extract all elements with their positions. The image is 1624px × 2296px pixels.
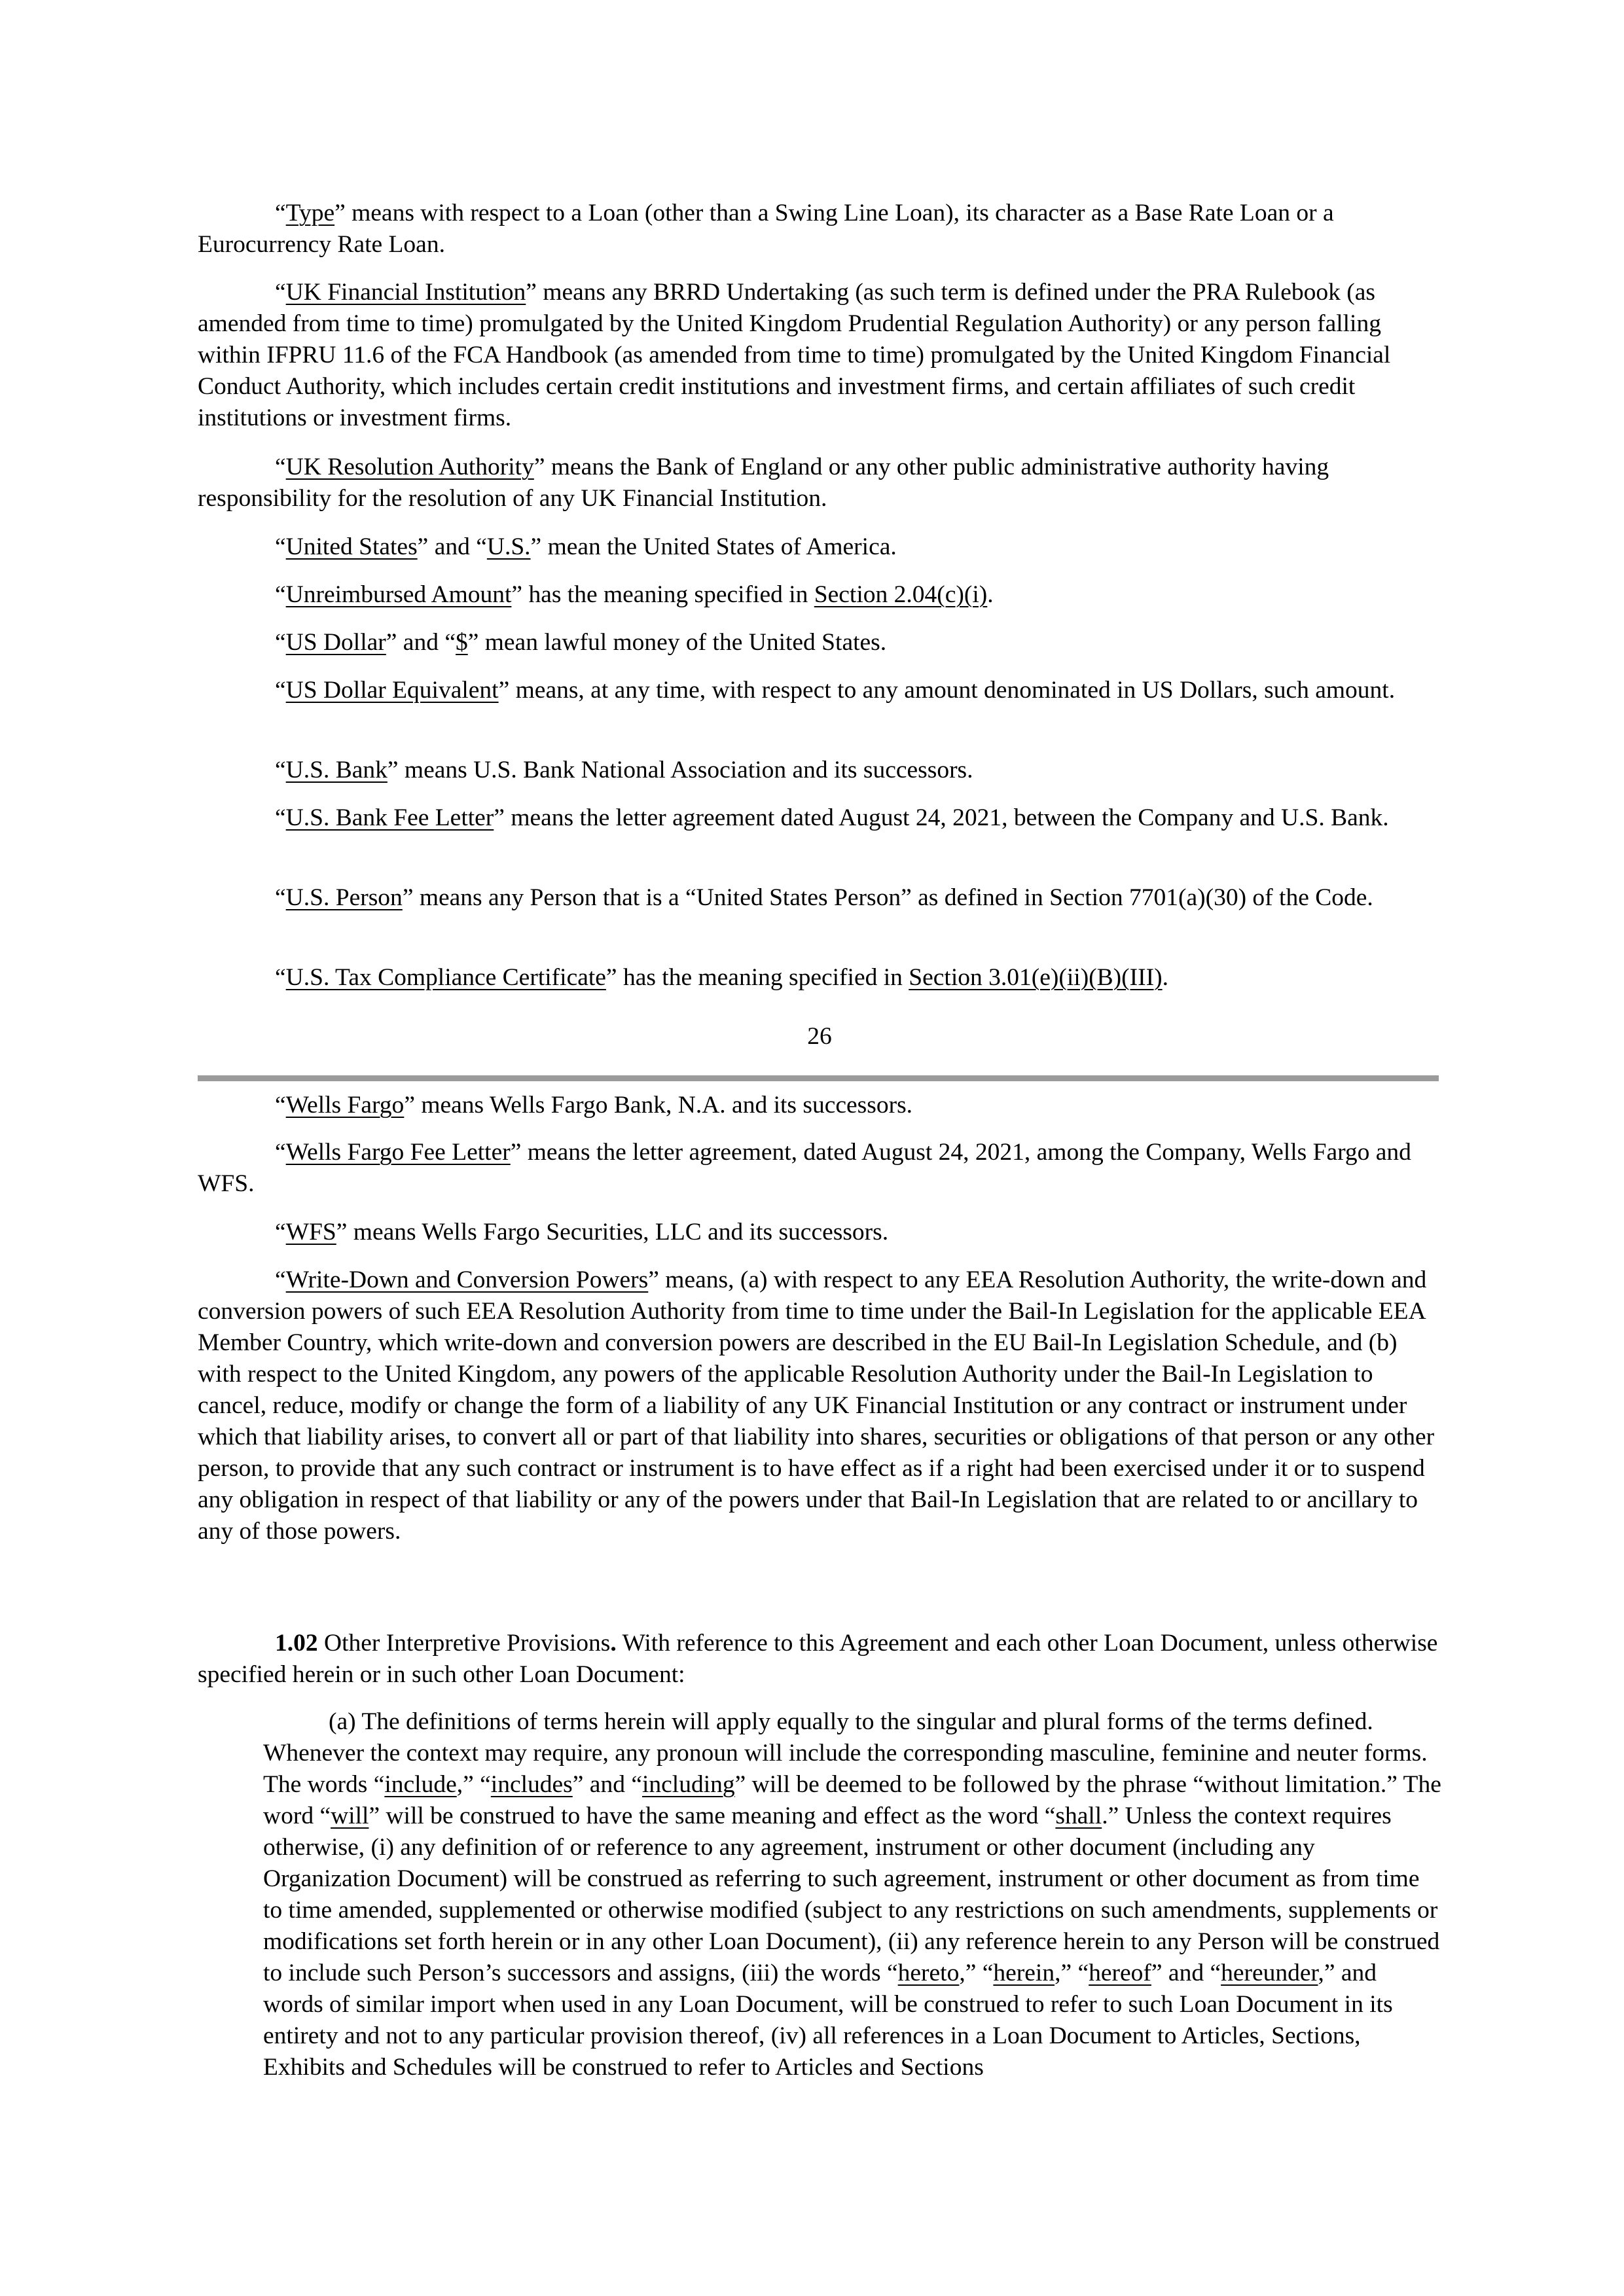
definition-unreimbursed-amount: “Unreimbursed Amount” has the meaning specified in Section 2.04(c)(i). [275,581,994,608]
defined-term: U.S. [486,533,531,560]
defined-term: WFS [285,1219,336,1246]
section-reference: Section 2.04(c)(i) [814,581,988,608]
definition-wells-fargo: “Wells Fargo” means Wells Fargo Bank, N.A. and its successors. [275,1092,913,1119]
definition-type: “Type” means with respect to a Loan (other than a Swing Line Loan), its character as a Base Rate Loan or a Eurocurrency Rate Loan. [198,200,1334,258]
defined-term: Type [285,200,335,226]
definition-wfs: “WFS” means Wells Fargo Securities, LLC and its successors. [275,1219,889,1246]
definition-united-states: “United States” and “U.S.” mean the United States of America. [275,533,897,560]
definition-us-tax-compliance-certificate: “U.S. Tax Compliance Certificate” has the meaning specified in Section 3.01(e)(ii)(B)(III). [275,964,1168,991]
defined-term: United States [285,533,418,560]
definition-uk-financial-institution: “UK Financial Institution” means any BRRD Undertaking (as such term is defined under the PRA Rulebook (as amended from time to time) promulgated by the United Kingdom Prudential Regulation Authority) or any person falling within IFPRU 11.6 of the FCA Handbook (as amended from time to time) promulgated by the United Kingdom Financial Conduct Authority, which includes certain credit institutions and investment firms, and certain affiliates of such credit institutions or investment firms. [198,279,1391,431]
definition-us-dollar: “US Dollar” and “$” mean lawful money of the United States. [275,629,887,656]
defined-term: Unreimbursed Amount [285,581,512,608]
section-number: 1.02 [275,1630,318,1657]
defined-term: US Dollar Equivalent [285,677,499,704]
defined-term: U.S. Person [285,884,403,911]
defined-term: $ [455,629,468,656]
definition-uk-resolution-authority: “UK Resolution Authority” means the Bank of England or any other public administrative authority having responsibility for the resolution of any UK Financial Institution. [198,454,1329,512]
section-intro: With reference to this Agreement and each other Loan Document, unless otherwise specified herein or in such other Loan Document: [198,1630,1438,1688]
section-title: Other Interpretive Provisions [317,1630,611,1657]
defined-term: U.S. Tax Compliance Certificate [285,964,606,991]
paragraph-a: (a) The definitions of terms herein will apply equally to the singular and plural forms of the terms defined. Whenever the context may require, any pronoun will include the corresponding masculine, feminine and neuter forms. The words “include,” “includes” and “including” will be deemed to be followed by the phrase “without limitation.” The word “will” will be construed to have the same meaning and effect as the word “shall.” Unless the context requires otherwise, (i) any definition of or reference to any agreement, instrument or other document (including any Organization Document) will be construed as referring to such agreement, instrument or other document as from time to time amended, supplemented or otherwise modified (subject to any restrictions on such amendments, supplements or modifications set forth herein or in any other Loan Document), (ii) any reference herein to any Person will be construed to include such Person’s successors and assigns, (iii) the words “hereto,” “herein,” “hereof” and “hereunder,” and words of similar import when used in any Loan Document, will be construed to refer to such Loan Document in its entirety and not to any particular provision thereof, (iv) all references in a Loan Document to Articles, Sections, Exhibits and Schedules will be construed to refer to Articles and Sections [263,1708,1441,2081]
defined-term: Write-Down and Conversion Powers [285,1266,649,1293]
definition-us-dollar-equivalent: “US Dollar Equivalent” means, at any time, with respect to any amount denominated in US Dollars, such amount. [275,677,1396,704]
definition-us-bank-fee-letter: “U.S. Bank Fee Letter” means the letter agreement dated August 24, 2021, between the Company and U.S. Bank. [275,804,1389,831]
definition-us-person: “U.S. Person” means any Person that is a “United States Person” as defined in Section 7701(a)(30) of the Code. [275,884,1373,911]
page-break-rule [198,1075,1439,1081]
page-number: 26 [807,1023,832,1050]
section-1-02-heading: 1.02 Other Interpretive Provisions. With reference to this Agreement and each other Loan Document, unless otherwise specified herein or in such other Loan Document: [198,1630,1438,1688]
defined-term: Wells Fargo Fee Letter [285,1139,511,1166]
defined-term: U.S. Bank Fee Letter [285,804,494,831]
section-reference: Section 3.01(e)(ii)(B)(III) [909,964,1163,991]
definition-us-bank: “U.S. Bank” means U.S. Bank National Association and its successors. [275,757,973,783]
defined-term: U.S. Bank [285,757,388,783]
defined-term: UK Resolution Authority [285,454,534,480]
definition-wells-fargo-fee-letter: “Wells Fargo Fee Letter” means the letter agreement, dated August 24, 2021, among the Company, Wells Fargo and WFS. [198,1139,1411,1197]
defined-term: UK Financial Institution [285,279,526,306]
definition-write-down-and-conversion-powers: “Write-Down and Conversion Powers” means, (a) with respect to any EEA Resolution Authority, the write-down and conversion powers of such EEA Resolution Authority from time to time under the Bail-In Legislation for the applicable EEA Member Country, which write-down and conversion powers are described in the EU Bail-In Legislation Schedule, and (b) with respect to the United Kingdom, any powers of the applicable Resolution Authority under the Bail-In Legislation to cancel, reduce, modify or change the form of a liability of any UK Financial Institution or any contract or instrument under which that liability arises, to convert all or part of that liability into shares, securities or obligations of that person or any other person, to provide that any such contract or instrument is to have effect as if a right had been exercised under it or to suspend any obligation in respect of that liability or any of the powers under that Bail-In Legislation that are related to or ancillary to any of those powers. [198,1266,1435,1545]
defined-term: US Dollar [285,629,386,656]
defined-term: Wells Fargo [285,1092,405,1119]
